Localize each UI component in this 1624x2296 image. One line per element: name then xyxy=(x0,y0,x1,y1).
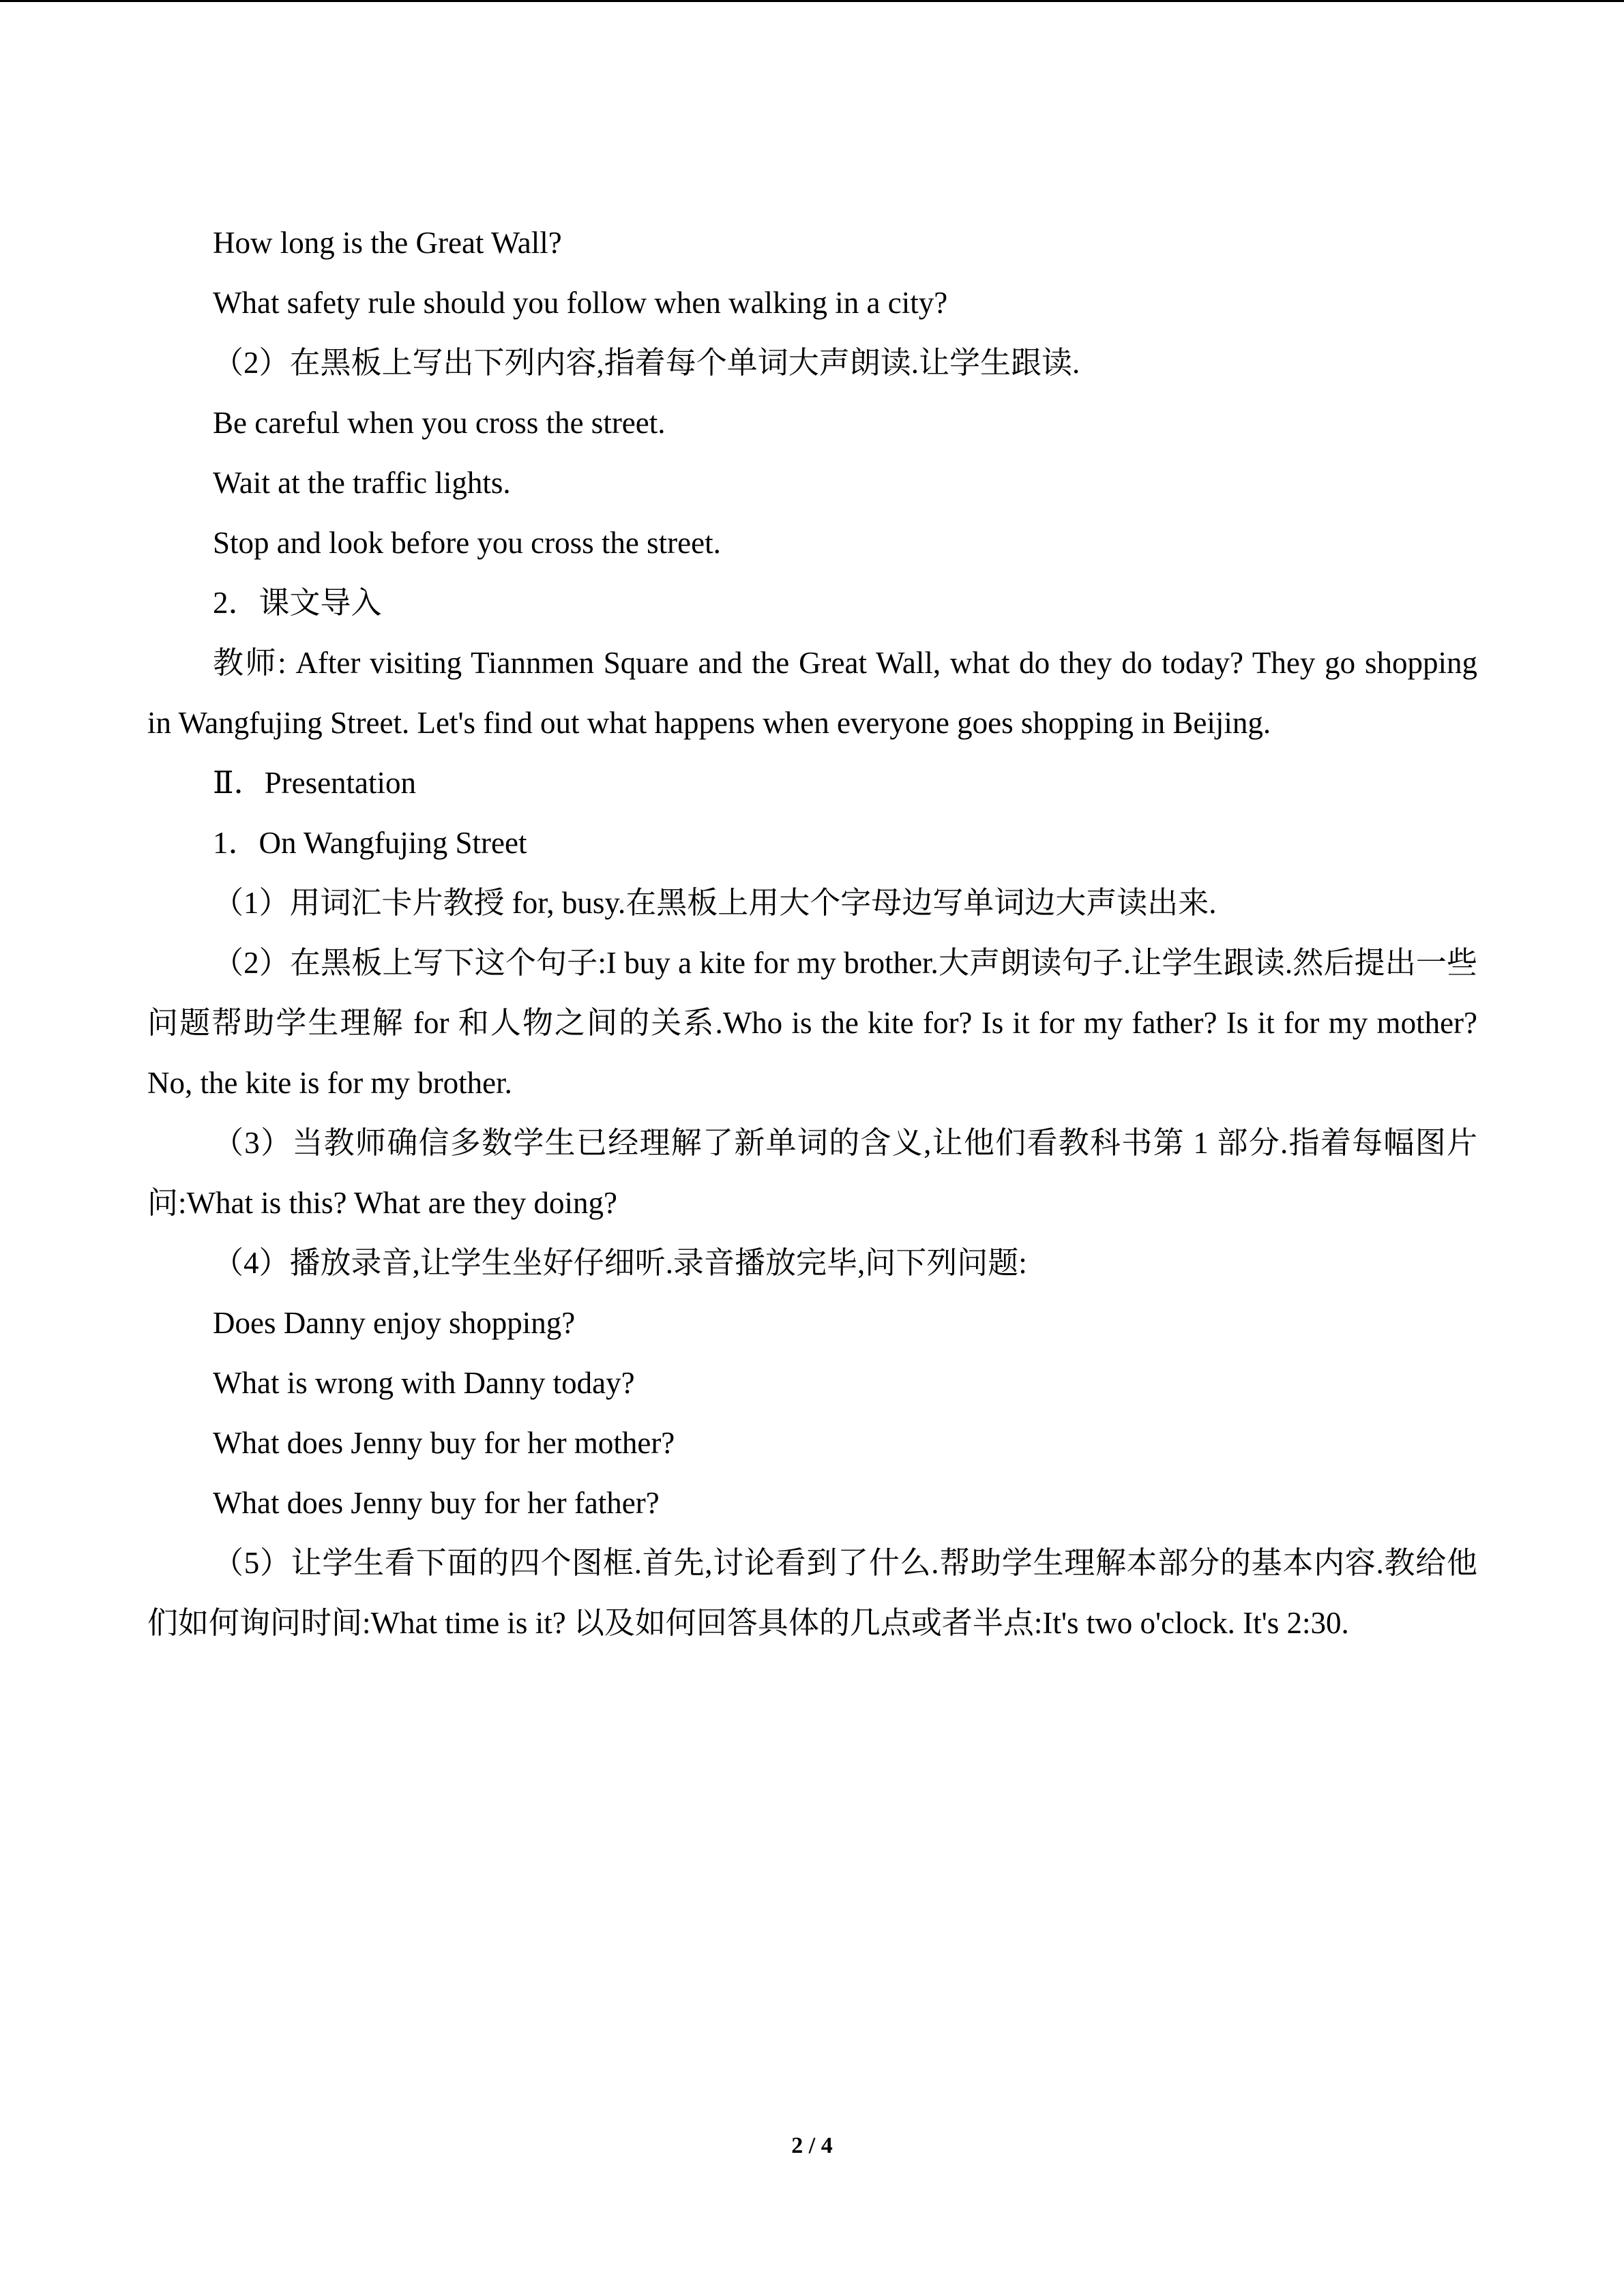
top-border-line xyxy=(0,0,1624,2)
text-line: Stop and look before you cross the street. xyxy=(213,526,721,560)
step-paragraph: （5）让学生看下面的四个图框.首先,讨论看到了什么.帮助学生理解本部分的基本内容.教给他们如何询问时间:What time is it? 以及如何回答具体的几点或者半点:It's two o'clock. It's 2:30. xyxy=(147,1546,1477,1640)
section-heading: Ⅱ．Presentation xyxy=(213,766,417,800)
question-line: What is wrong with Danny today? xyxy=(213,1366,635,1400)
text-line: Wait at the traffic lights. xyxy=(213,466,511,500)
text-line: What safety rule should you follow when walking in a city? xyxy=(213,286,948,320)
step-paragraph: （3）当教师确信多数学生已经理解了新单词的含义,让他们看教科书第 1 部分.指着每幅图片问:What is this? What are they doing? xyxy=(147,1126,1477,1220)
question-line: Does Danny enjoy shopping? xyxy=(213,1306,576,1340)
step-paragraph: （4）播放录音,让学生坐好仔细听.录音播放完毕,问下列问题: xyxy=(213,1246,1027,1280)
step-paragraph: （1）用词汇卡片教授 for, busy.在黑板上用大个字母边写单词边大声读出来. xyxy=(213,886,1217,920)
document-body xyxy=(147,213,1477,1653)
question-line: What does Jenny buy for her father? xyxy=(213,1486,660,1520)
text-line: （2）在黑板上写出下列内容,指着每个单词大声朗读.让学生跟读. xyxy=(213,346,1080,380)
text-line: 2．课文导入 xyxy=(213,586,382,620)
text-line: Be careful when you cross the street. xyxy=(213,406,666,440)
intro-paragraph: 教师: After visiting Tiannmen Square and the Great Wall, what do they do today? They go shopping in Wangfujing Street. Let's find out what happens when everyone goes shopping in Beijing. xyxy=(147,646,1477,740)
question-line: What does Jenny buy for her mother? xyxy=(213,1426,675,1460)
page-number: 2 / 4 xyxy=(791,2133,833,2158)
text-line: How long is the Great Wall? xyxy=(213,226,562,260)
step-paragraph: （2）在黑板上写下这个句子:I buy a kite for my brother.大声朗读句子.让学生跟读.然后提出一些问题帮助学生理解 for 和人物之间的关系.Who is the kite for? Is it for my father? Is it for my mother? No, the kite is for my brother. xyxy=(147,946,1477,1100)
sub-heading: 1．On Wangfujing Street xyxy=(213,826,527,860)
